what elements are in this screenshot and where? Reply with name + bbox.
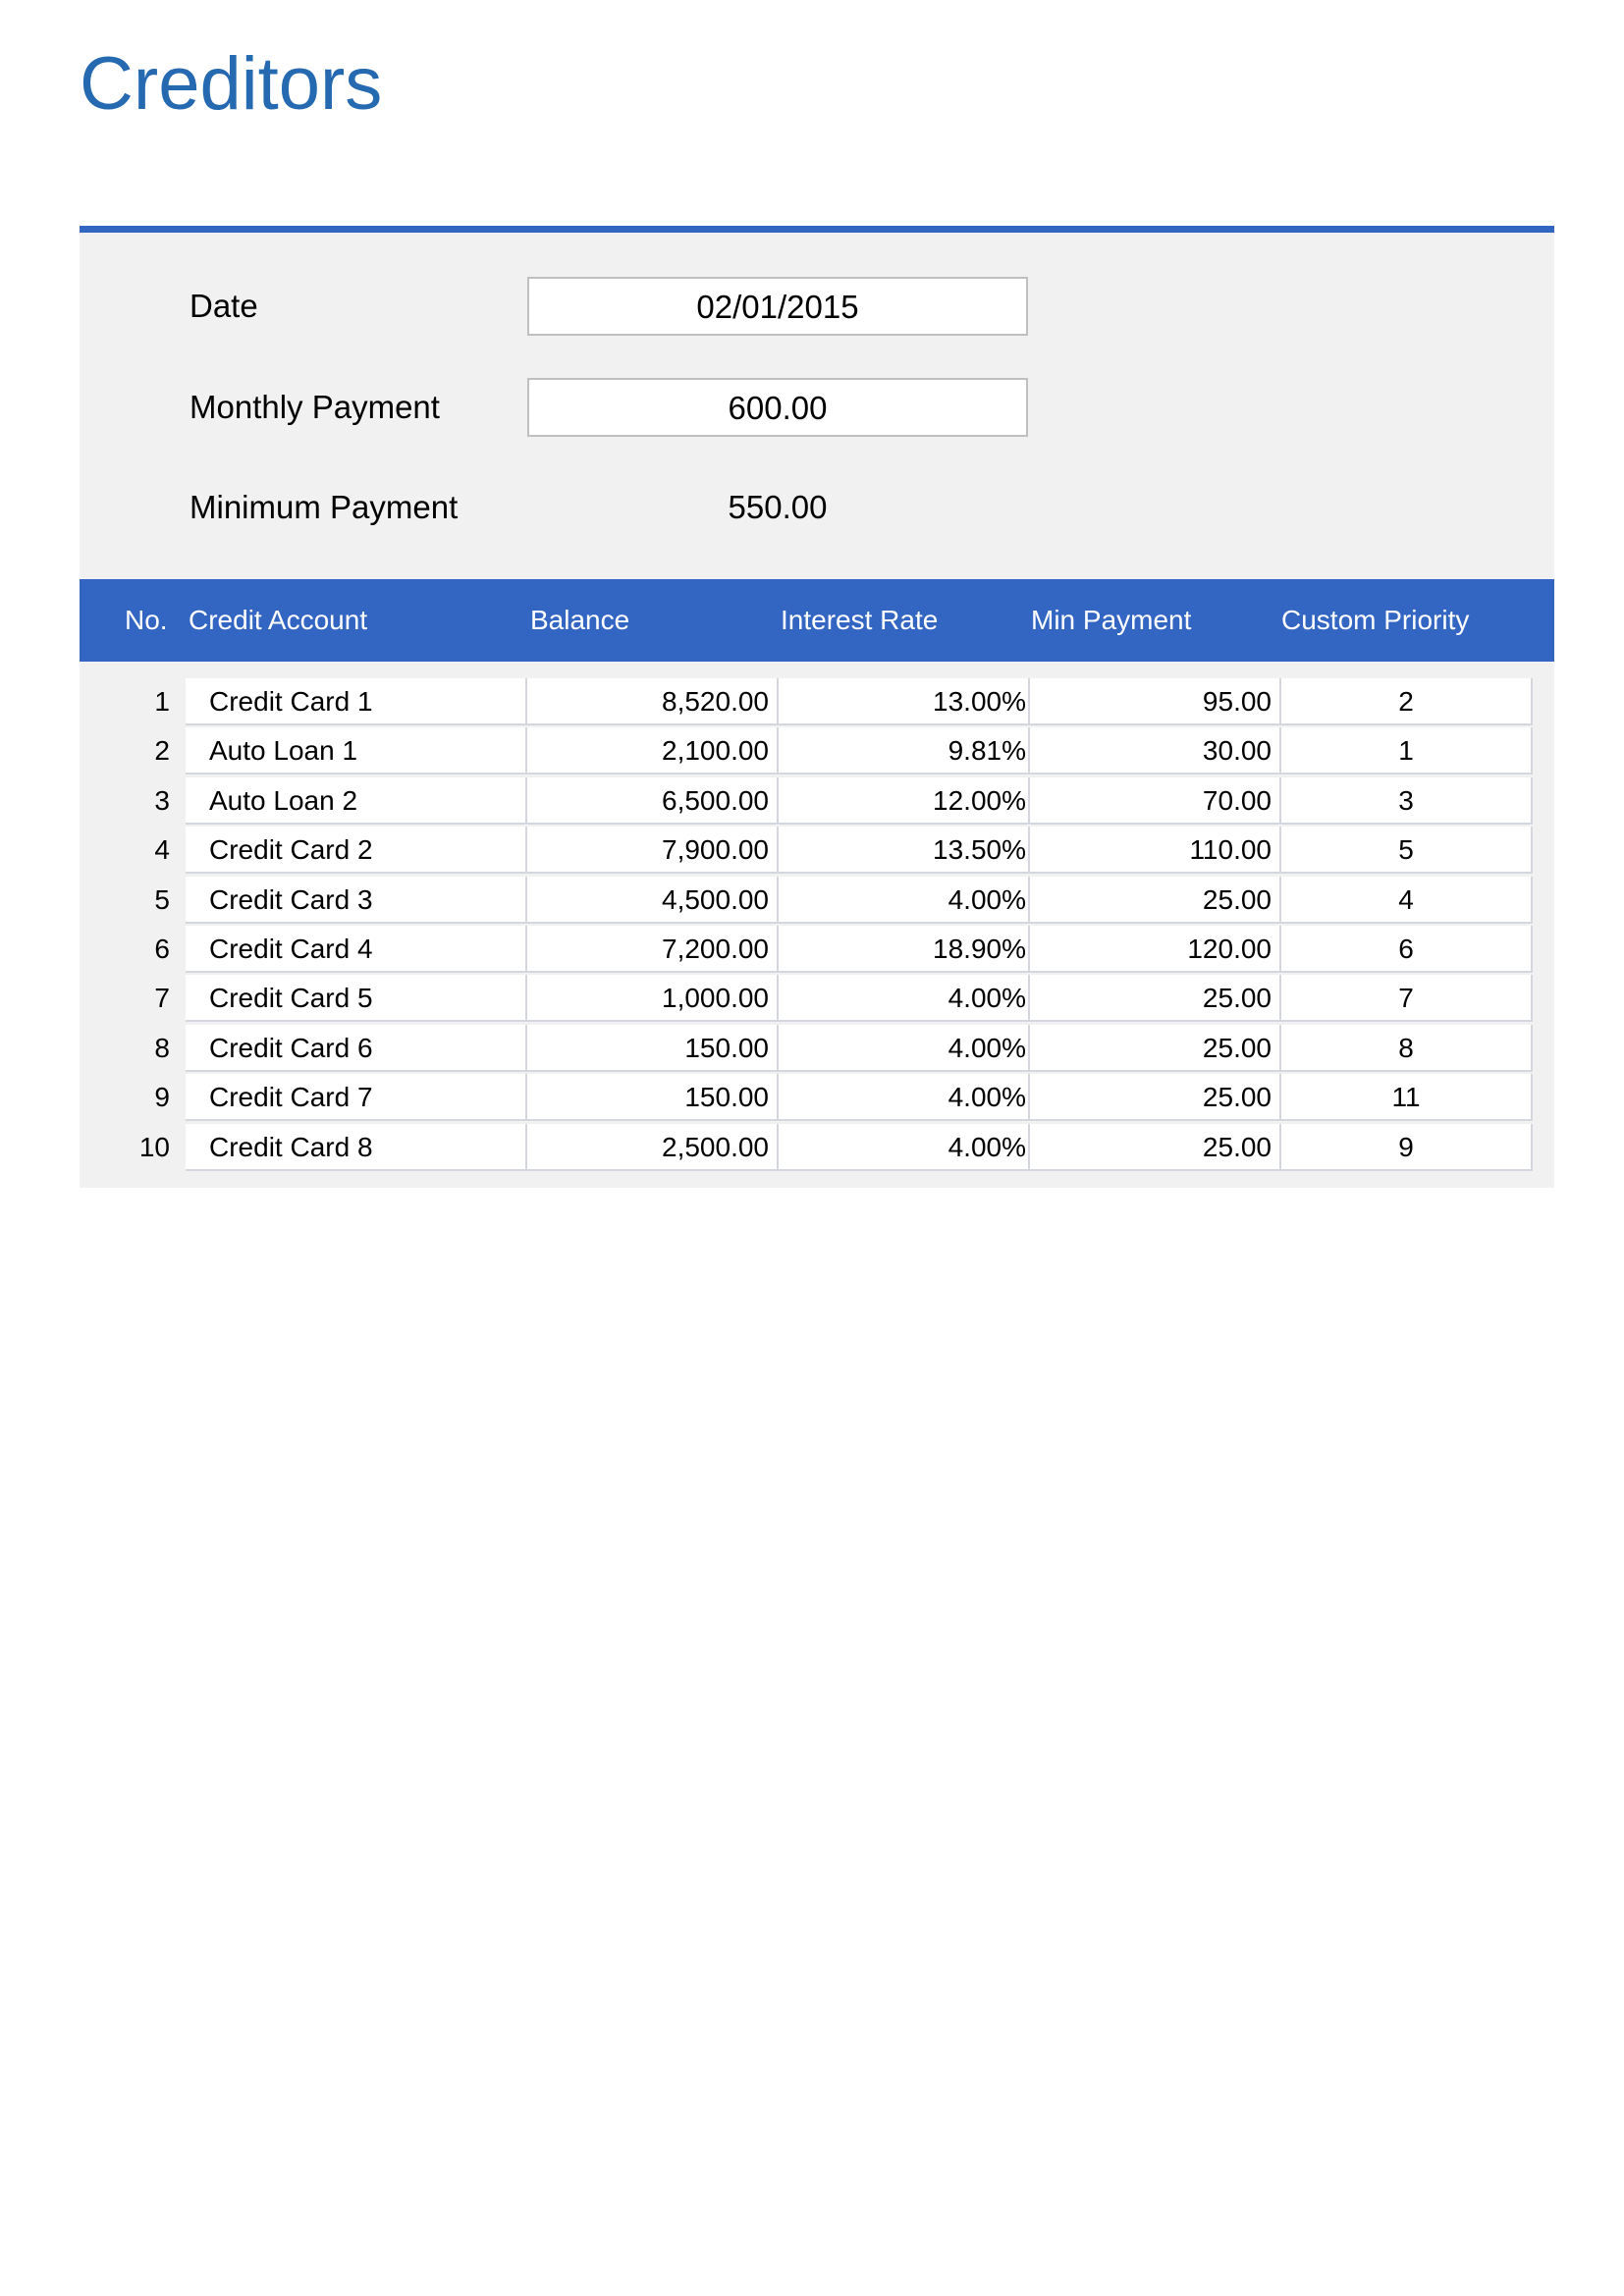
date-field[interactable]: 02/01/2015 xyxy=(527,277,1028,336)
credit-account-cell[interactable]: Credit Card 5 xyxy=(186,975,527,1022)
creditors-panel xyxy=(80,226,1554,1188)
custom-priority-cell[interactable]: 3 xyxy=(1281,777,1533,825)
row-number: 1 xyxy=(154,686,170,717)
balance-cell[interactable]: 7,900.00 xyxy=(527,827,779,874)
interest-rate-cell[interactable]: 13.50% xyxy=(779,827,1030,874)
interest-rate-cell[interactable]: 4.00% xyxy=(779,1025,1030,1072)
min-payment-cell[interactable]: 110.00 xyxy=(1030,827,1281,874)
custom-priority-cell[interactable]: 9 xyxy=(1281,1124,1533,1171)
table-row xyxy=(80,877,1554,926)
interest-rate-cell[interactable]: 4.00% xyxy=(779,877,1030,924)
header-custom-priority: Custom Priority xyxy=(1281,605,1470,635)
min-payment-cell[interactable]: 25.00 xyxy=(1030,975,1281,1022)
row-number: 4 xyxy=(154,834,170,866)
custom-priority-cell[interactable]: 11 xyxy=(1281,1074,1533,1121)
balance-cell[interactable]: 1,000.00 xyxy=(527,975,779,1022)
interest-rate-cell[interactable]: 4.00% xyxy=(779,1074,1030,1121)
min-payment-cell[interactable]: 25.00 xyxy=(1030,1025,1281,1072)
table-row xyxy=(80,926,1554,975)
table-row xyxy=(80,1124,1554,1173)
balance-cell[interactable]: 150.00 xyxy=(527,1074,779,1121)
min-payment-cell[interactable]: 70.00 xyxy=(1030,777,1281,825)
min-payment-cell[interactable]: 25.00 xyxy=(1030,1074,1281,1121)
credit-account-cell[interactable]: Credit Card 8 xyxy=(186,1124,527,1171)
balance-cell[interactable]: 2,500.00 xyxy=(527,1124,779,1171)
monthly-payment-field[interactable]: 600.00 xyxy=(527,378,1028,437)
min-payment-cell[interactable]: 30.00 xyxy=(1030,727,1281,774)
credit-account-cell[interactable]: Credit Card 4 xyxy=(186,926,527,973)
balance-cell[interactable]: 4,500.00 xyxy=(527,877,779,924)
interest-rate-cell[interactable]: 18.90% xyxy=(779,926,1030,973)
table-row xyxy=(80,827,1554,876)
interest-rate-cell[interactable]: 4.00% xyxy=(779,975,1030,1022)
row-number: 3 xyxy=(154,784,170,816)
custom-priority-cell[interactable]: 8 xyxy=(1281,1025,1533,1072)
row-number: 5 xyxy=(154,883,170,915)
row-number: 10 xyxy=(138,1131,170,1162)
table-row xyxy=(80,1025,1554,1074)
minimum-payment-label: Minimum Payment xyxy=(189,489,459,525)
min-payment-cell[interactable]: 120.00 xyxy=(1030,926,1281,973)
table-header xyxy=(80,579,1554,662)
table-row xyxy=(80,777,1554,827)
header-interest-rate: Interest Rate xyxy=(781,605,939,635)
row-number: 2 xyxy=(154,735,170,767)
header-credit-account: Credit Account xyxy=(189,605,368,635)
monthly-payment-row xyxy=(80,378,1554,437)
minimum-payment-value: 550.00 xyxy=(728,489,828,525)
page-title: Creditors xyxy=(80,42,383,126)
credit-account-cell[interactable]: Credit Card 2 xyxy=(186,827,527,874)
custom-priority-cell[interactable]: 2 xyxy=(1281,678,1533,725)
credit-account-cell[interactable]: Auto Loan 2 xyxy=(186,777,527,825)
table-row xyxy=(80,727,1554,776)
balance-cell[interactable]: 7,200.00 xyxy=(527,926,779,973)
row-number: 9 xyxy=(154,1082,170,1113)
custom-priority-cell[interactable]: 6 xyxy=(1281,926,1533,973)
interest-rate-cell[interactable]: 12.00% xyxy=(779,777,1030,825)
balance-cell[interactable]: 6,500.00 xyxy=(527,777,779,825)
balance-cell[interactable]: 150.00 xyxy=(527,1025,779,1072)
row-number: 7 xyxy=(154,983,170,1014)
min-payment-cell[interactable]: 25.00 xyxy=(1030,877,1281,924)
interest-rate-cell[interactable]: 13.00% xyxy=(779,678,1030,725)
date-label: Date xyxy=(189,288,258,324)
min-payment-cell[interactable]: 25.00 xyxy=(1030,1124,1281,1171)
credit-account-cell[interactable]: Credit Card 6 xyxy=(186,1025,527,1072)
table-row xyxy=(80,975,1554,1024)
interest-rate-cell[interactable]: 4.00% xyxy=(779,1124,1030,1171)
custom-priority-cell[interactable]: 4 xyxy=(1281,877,1533,924)
header-min-payment: Min Payment xyxy=(1031,605,1192,635)
credit-account-cell[interactable]: Auto Loan 1 xyxy=(186,727,527,774)
table-row xyxy=(80,1074,1554,1123)
header-no: No. xyxy=(125,605,168,635)
interest-rate-cell[interactable]: 9.81% xyxy=(779,727,1030,774)
custom-priority-cell[interactable]: 5 xyxy=(1281,827,1533,874)
row-number: 8 xyxy=(154,1032,170,1063)
credit-account-cell[interactable]: Credit Card 1 xyxy=(186,678,527,725)
credit-account-cell[interactable]: Credit Card 3 xyxy=(186,877,527,924)
balance-cell[interactable]: 2,100.00 xyxy=(527,727,779,774)
min-payment-cell[interactable]: 95.00 xyxy=(1030,678,1281,725)
header-balance: Balance xyxy=(530,605,630,635)
credit-account-cell[interactable]: Credit Card 7 xyxy=(186,1074,527,1121)
custom-priority-cell[interactable]: 1 xyxy=(1281,727,1533,774)
row-number: 6 xyxy=(154,933,170,964)
monthly-payment-label: Monthly Payment xyxy=(189,389,440,425)
custom-priority-cell[interactable]: 7 xyxy=(1281,975,1533,1022)
date-row xyxy=(80,277,1554,336)
balance-cell[interactable]: 8,520.00 xyxy=(527,678,779,725)
table-row xyxy=(80,678,1554,727)
minimum-payment-row xyxy=(80,478,1554,537)
creditor-rows xyxy=(80,678,1554,1173)
